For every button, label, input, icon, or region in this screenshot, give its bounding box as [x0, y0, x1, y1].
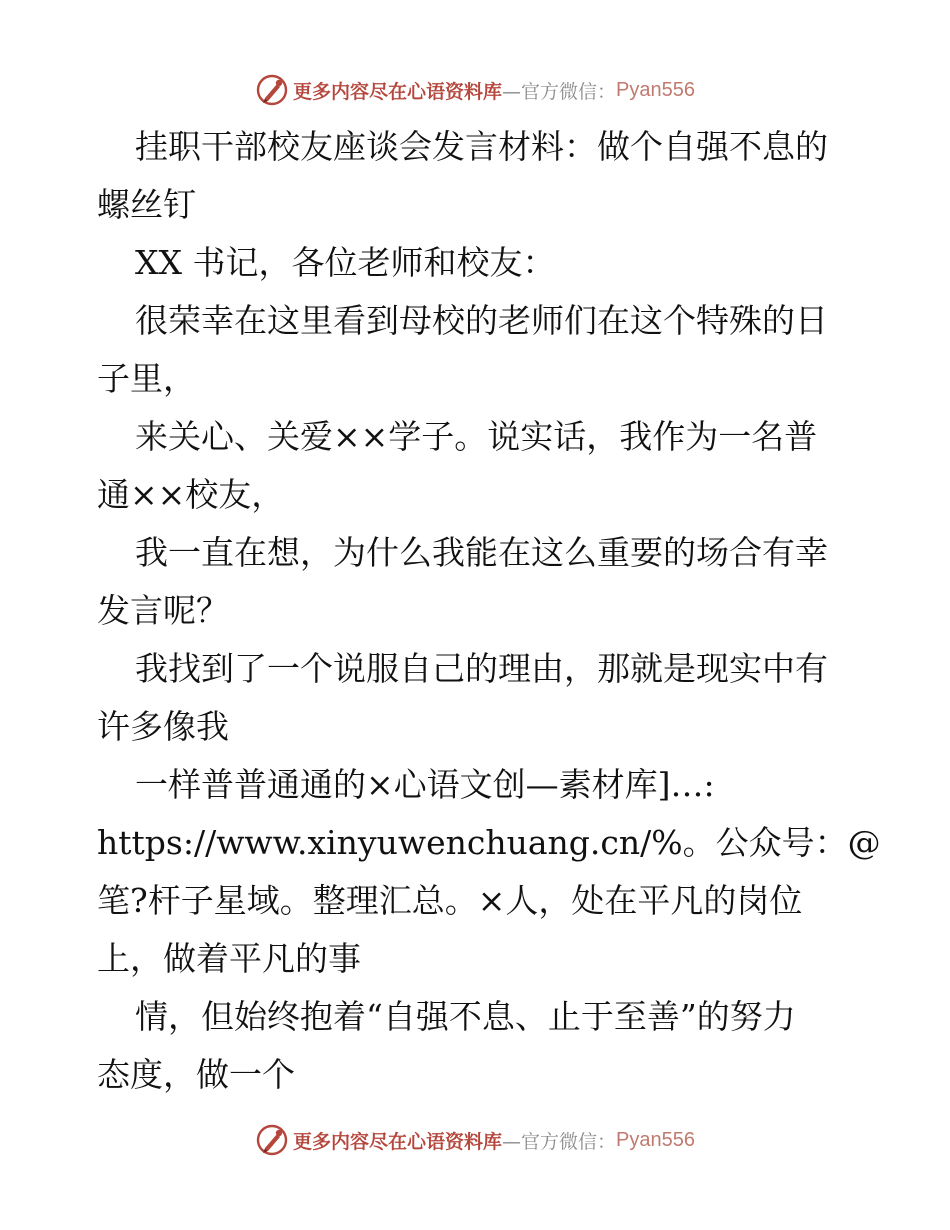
banner-title: 更多内容尽在心语资料库	[293, 80, 503, 103]
pen-logo-icon	[255, 73, 289, 107]
title-line-2: 螺丝钉	[97, 185, 196, 224]
footer-banner	[0, 1122, 950, 1158]
banner-subtitle: —官方微信：	[502, 1130, 617, 1153]
banner-title: 更多内容尽在心语资料库	[293, 1130, 503, 1153]
paragraph-line: 许多像我	[97, 707, 229, 746]
paragraph-line: 很荣幸在这里看到母校的老师们在这个特殊的日	[135, 301, 828, 340]
salutation: XX 书记，各位老师和校友：	[135, 243, 556, 282]
banner-subtitle: —官方微信：	[502, 80, 617, 103]
paragraph-line: 我一直在想，为什么我能在这么重要的场合有幸	[135, 533, 828, 572]
header-banner	[0, 72, 950, 108]
paragraph-line: 一样普普通通的×心语文创—素材库]…:	[135, 765, 715, 804]
paragraph-line: https://www.xinyuwenchuang.cn/%。公众号：@	[97, 823, 881, 862]
paragraph-line: 我找到了一个说服自己的理由，那就是现实中有	[135, 649, 828, 688]
document-body	[97, 118, 881, 1104]
paragraph-line: 通××校友，	[97, 475, 285, 514]
pen-logo-icon	[255, 1123, 289, 1157]
paragraph-line: 笔?杆子星域。整理汇总。×人，处在平凡的岗位	[97, 881, 803, 920]
paragraph-line: 来关心、关爱××学子。说实话，我作为一名普	[135, 417, 818, 456]
paragraph-line: 上，做着平凡的事	[97, 939, 361, 978]
paragraph-line: 发言呢？	[97, 591, 229, 630]
paragraph-line: 情，但始终抱着“自强不息、止于至善”的努力	[135, 997, 796, 1036]
banner-wechat-id: Pyan556	[616, 1128, 695, 1151]
banner-wechat-id: Pyan556	[616, 78, 695, 101]
paragraph-line: 子里，	[97, 359, 196, 398]
title-line-1: 挂职干部校友座谈会发言材料：做个自强不息的	[135, 127, 828, 166]
paragraph-line: 态度，做一个	[97, 1055, 295, 1094]
